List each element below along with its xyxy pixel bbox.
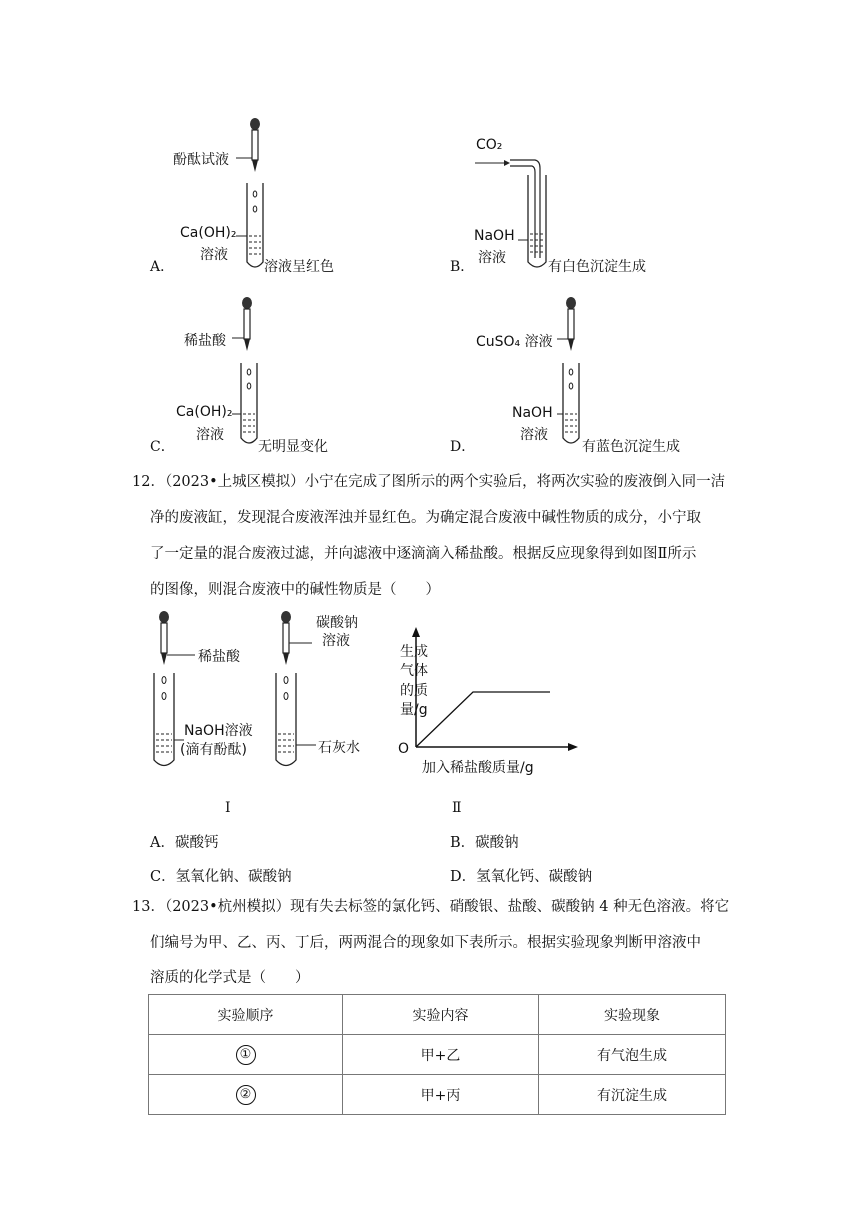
option-c-solution-2: 溶液 xyxy=(196,427,224,443)
fig2-ylabel-4: 量/g xyxy=(400,702,428,718)
option-b-gas: CO₂ xyxy=(476,137,503,153)
option-b-result: 有白色沉淀生成 xyxy=(548,259,646,275)
tube-d xyxy=(557,363,579,443)
option-a-reagent: 酚酞试液 xyxy=(173,152,229,168)
table-cell: 甲+丙 xyxy=(343,1075,539,1115)
option-d-reagent: CuSO₄ 溶液 xyxy=(476,334,553,350)
q12-line-1: 12．（2023•上城区模拟）小宁在完成了图所示的两个实验后，将两次实验的废液倒入同一洁 xyxy=(132,474,726,490)
q13-line-2: 们编号为甲、乙、丙、丁后，两两混合的现象如下表所示。根据实验现象判断甲溶液中 xyxy=(150,935,701,951)
fig1-solution-left-2: (滴有酚酞) xyxy=(180,742,247,758)
q11-apparatus-drawings xyxy=(0,0,860,460)
option-c-result: 无明显变化 xyxy=(258,439,328,455)
dropper-c xyxy=(232,297,252,351)
table-cell-order: ② xyxy=(236,1085,256,1105)
q12-figure-2-graph xyxy=(405,625,585,755)
table-header-row xyxy=(149,995,726,1035)
q12-line-2: 净的废液缸，发现混合废液浑浊并显红色。为确定混合废液中碱性物质的成分，小宁取 xyxy=(150,510,701,526)
fig1-reagent-right-2: 溶液 xyxy=(322,633,350,649)
option-b-solution-2: 溶液 xyxy=(478,250,506,266)
table-row xyxy=(149,1075,726,1115)
q12-option-a[interactable]: A．碳酸钙 xyxy=(150,835,219,851)
q12-option-b[interactable]: B．碳酸钠 xyxy=(450,835,519,851)
q13-line-3: 溶质的化学式是（ ） xyxy=(150,970,310,986)
fig1-caption: Ⅰ xyxy=(225,800,231,816)
tube-c xyxy=(232,363,257,443)
tube-a xyxy=(236,183,263,267)
option-a-solution-2: 溶液 xyxy=(200,247,228,263)
table-header: 实验顺序 xyxy=(149,995,343,1035)
q13-experiment-table xyxy=(148,994,726,1115)
option-d-solution-2: 溶液 xyxy=(520,427,548,443)
q12-option-c[interactable]: C．氢氧化钠、碳酸钠 xyxy=(150,869,292,885)
fig1-reagent-left: 稀盐酸 xyxy=(198,649,240,665)
option-b-letter: B． xyxy=(450,259,475,275)
option-a-letter: A． xyxy=(150,259,175,275)
dropper-d xyxy=(557,297,576,351)
fig2-ylabel-3: 的质 xyxy=(400,683,428,699)
fig2-xlabel: 加入稀盐酸质量/g xyxy=(422,760,534,776)
graph-curve xyxy=(416,692,550,747)
fig1-solution-left-1: NaOH溶液 xyxy=(184,723,253,739)
q13-line-1: 13．（2023•杭州模拟）现有失去标签的氯化钙、硝酸银、盐酸、碳酸钠 4 种无色溶液。将它 xyxy=(132,899,730,915)
option-c-solution-1: Ca(OH)₂ xyxy=(176,404,233,420)
fig1-solution-right: 石灰水 xyxy=(318,740,360,756)
table-cell: 有气泡生成 xyxy=(539,1035,726,1075)
q12-line-4: 的图像，则混合废液中的碱性物质是（ ） xyxy=(150,582,440,598)
table-row xyxy=(149,1035,726,1075)
fig2-ylabel-1: 生成 xyxy=(400,644,428,660)
table-cell-order: ① xyxy=(236,1045,256,1065)
fig2-caption: Ⅱ xyxy=(452,800,462,816)
fig2-origin: O xyxy=(398,741,410,757)
option-d-solution-1: NaOH xyxy=(512,405,553,421)
table-header: 实验内容 xyxy=(343,995,539,1035)
fig2-ylabel-2: 气体 xyxy=(400,663,428,679)
option-a-solution-1: Ca(OH)₂ xyxy=(180,225,237,241)
option-d-result: 有蓝色沉淀生成 xyxy=(582,439,680,455)
q12-line-3: 了一定量的混合废液过滤，并向滤液中逐滴滴入稀盐酸。根据反应现象得到如图Ⅱ所示 xyxy=(150,546,697,562)
fig1-reagent-right-1: 碳酸钠 xyxy=(316,615,358,631)
dropper-a xyxy=(236,118,260,172)
option-c-letter: C． xyxy=(150,439,175,455)
table-header: 实验现象 xyxy=(539,995,726,1035)
option-b-solution-1: NaOH xyxy=(474,228,515,244)
table-cell: 有沉淀生成 xyxy=(539,1075,726,1115)
option-c-reagent: 稀盐酸 xyxy=(184,333,226,349)
option-d-letter: D． xyxy=(450,439,476,455)
table-cell: 甲+乙 xyxy=(343,1035,539,1075)
q12-option-d[interactable]: D．氢氧化钙、碳酸钠 xyxy=(450,869,593,885)
option-a-result: 溶液呈红色 xyxy=(264,259,334,275)
